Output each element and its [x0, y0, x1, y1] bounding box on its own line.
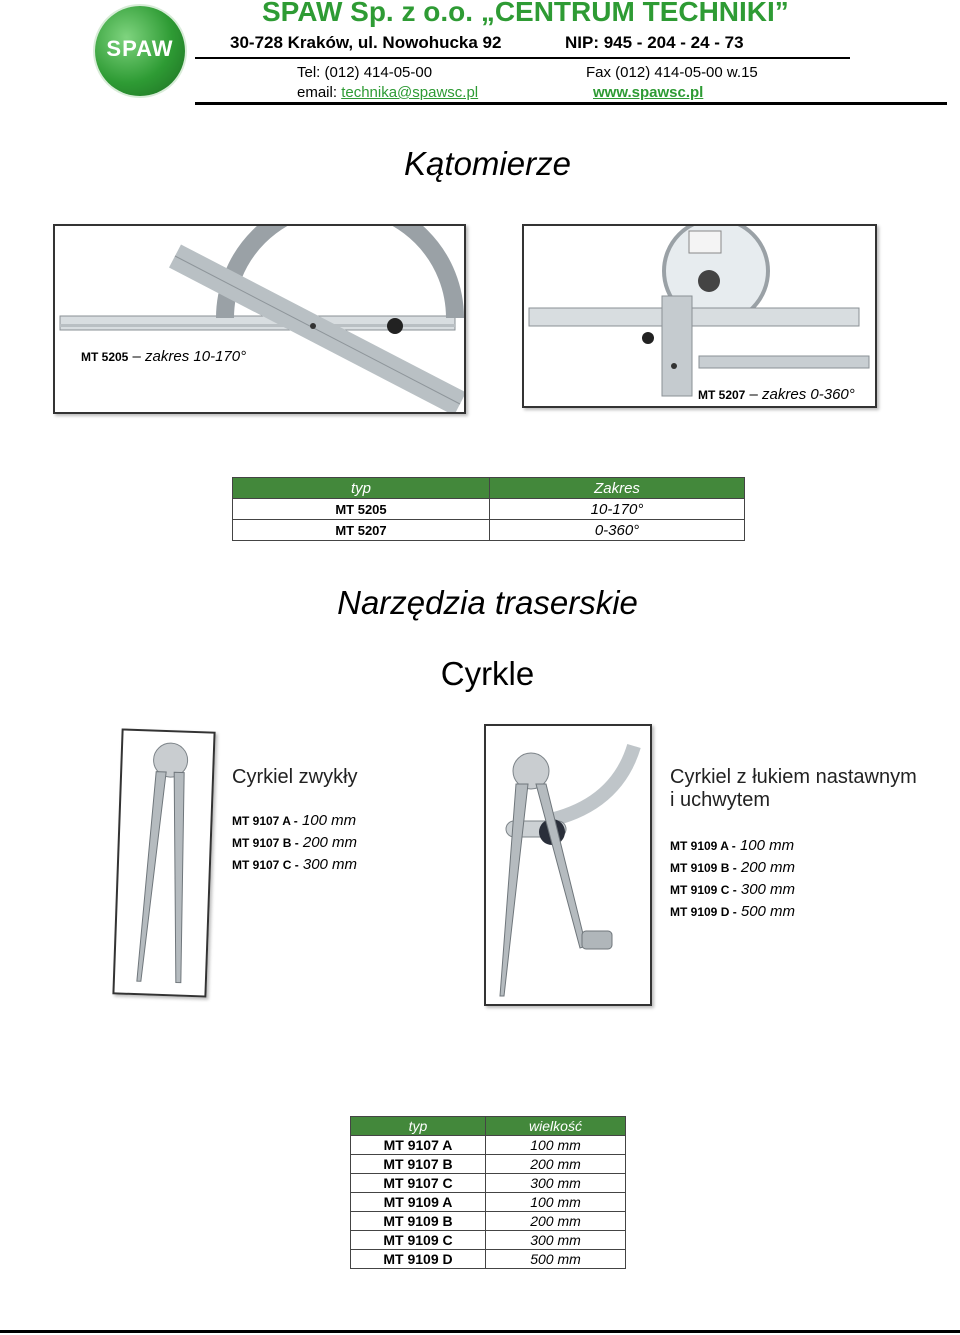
- table-cell: 100 mm: [486, 1136, 626, 1155]
- table-cell: MT 9107 B: [351, 1155, 486, 1174]
- table-row: [351, 1155, 626, 1174]
- table-header-row: [233, 478, 745, 499]
- table-header-cell: typ: [351, 1117, 486, 1136]
- table-cell: MT 9107 A: [351, 1136, 486, 1155]
- company-email: email: technika@spawsc.pl: [297, 84, 479, 101]
- table-header-cell: Zakres: [490, 478, 745, 499]
- company-name: SPAW Sp. z o.o. „CENTRUM TECHNIKI”: [262, 0, 789, 27]
- table-cell: MT 5207: [233, 520, 490, 541]
- compass-illustration: [114, 731, 213, 996]
- table-cell: MT 9109 C: [351, 1231, 486, 1250]
- section-title-marking-tools: Narzędzia traserskie: [337, 584, 638, 621]
- table-cell: 200 mm: [486, 1155, 626, 1174]
- table-cell: MT 9109 D: [351, 1250, 486, 1269]
- protractor-illustration: [55, 226, 464, 412]
- table-row: [233, 499, 745, 520]
- table-row: [351, 1174, 626, 1193]
- table-cell: 100 mm: [486, 1193, 626, 1212]
- section-subtitle-compasses: Cyrkle: [440, 655, 535, 692]
- table-cell: 300 mm: [486, 1231, 626, 1250]
- header-rule: [195, 102, 947, 105]
- company-logo: SPAW: [95, 6, 185, 96]
- protractor-table: [232, 477, 745, 541]
- footer-rule: [0, 1330, 960, 1333]
- spec-line: MT 9109 C - 300 mm: [670, 881, 796, 898]
- table-cell: MT 5205: [233, 499, 490, 520]
- spec-line: MT 9109 D - 500 mm: [670, 903, 796, 920]
- table-cell: MT 9107 C: [351, 1174, 486, 1193]
- table-row: [351, 1193, 626, 1212]
- section-title-protractors: Kątomierze: [404, 145, 571, 182]
- company-phone: Tel: (012) 414-05-00: [297, 64, 433, 81]
- wing-compass-illustration: [486, 726, 650, 1004]
- bevel-protractor-illustration: [524, 226, 875, 406]
- caption-mt5207: MT 5207 – zakres 0-360°: [698, 386, 855, 403]
- compass2-title: Cyrkiel z łukiem nastawnym i uchwytem: [670, 766, 917, 811]
- table-cell: 300 mm: [486, 1174, 626, 1193]
- compass1-title: Cyrkiel zwykły: [232, 766, 358, 788]
- product-photo-mt5205: [53, 224, 466, 414]
- spec-line: MT 9107 C - 300 mm: [232, 856, 358, 873]
- table-cell: 500 mm: [486, 1250, 626, 1269]
- table-row: [351, 1250, 626, 1269]
- table-cell: MT 9109 B: [351, 1212, 486, 1231]
- table-cell: 10-170°: [490, 499, 745, 520]
- product-photo-mt5207: [522, 224, 877, 408]
- spec-line: MT 9109 A - 100 mm: [670, 837, 795, 854]
- spec-line: MT 9107 A - 100 mm: [232, 812, 357, 829]
- table-row: [351, 1136, 626, 1155]
- table-header-cell: typ: [233, 478, 490, 499]
- table-cell: 200 mm: [486, 1212, 626, 1231]
- email-link[interactable]: technika@spawsc.pl: [341, 84, 479, 101]
- spec-line: MT 9109 B - 200 mm: [670, 859, 796, 876]
- header-divider: [195, 57, 850, 59]
- company-address: 30-728 Kraków, ul. Nowohucka 92: [230, 33, 502, 52]
- table-row: [351, 1231, 626, 1250]
- caption-mt5205: MT 5205 – zakres 10-170°: [81, 348, 247, 365]
- table-header-row: [351, 1117, 626, 1136]
- table-row: [351, 1212, 626, 1231]
- spec-line: MT 9107 B - 200 mm: [232, 834, 358, 851]
- company-nip: NIP: 945 - 204 - 24 - 73: [565, 33, 744, 52]
- compass1-specs: [232, 810, 357, 876]
- product-photo-mt9107: [112, 728, 215, 997]
- compass2-specs: [670, 835, 795, 923]
- table-cell: 0-360°: [490, 520, 745, 541]
- table-header-cell: wielkość: [486, 1117, 626, 1136]
- compass-table: [350, 1116, 626, 1269]
- product-photo-mt9109: [484, 724, 652, 1006]
- table-cell: MT 9109 A: [351, 1193, 486, 1212]
- website-link[interactable]: www.spawsc.pl: [593, 84, 704, 101]
- company-fax: Fax (012) 414-05-00 w.15: [586, 64, 758, 81]
- table-row: [233, 520, 745, 541]
